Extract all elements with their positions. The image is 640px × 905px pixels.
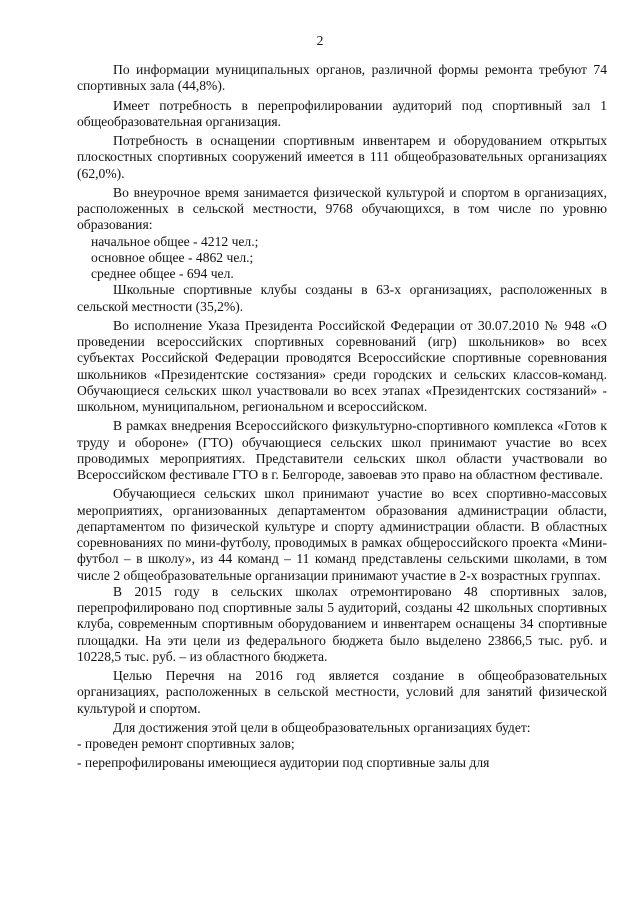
list-item-basic: основное общее - 4862 чел.; (91, 249, 254, 265)
paragraph-gto: В рамках внедрения Всероссийского физкультурно-спортивного комплекса «Готов к труду и обороне» (ГТО) обучающиеся сельских школ принимают участие во всех проводимых мероприятиях. Представители сельских школ области участвовали во Всероссийском фестивале ГТО в г. Белгороде, завоевав это право на областном фестивале. (77, 418, 607, 482)
paragraph-mass-events: Обучающиеся сельских школ принимают участие во всех спортивно-массовых мероприятиях, организованных департаментом образования администрации области, департаментом по физической культуре и спорту администрации области. В областных соревнованиях по мини-футболу, проводимых в рамках общероссийского проекта «Мини-футбол – в школу», из 44 команд – 11 команд представлены сельскими школами, в том числе 2 общеобразовательные организации принимают участие в 2-х возрастных группах. (77, 486, 607, 583)
paragraph-goal-means: Для достижения этой цели в общеобразовательных организациях будет: (113, 719, 531, 735)
paragraph-reprofiling-need: Имеет потребность в перепрофилировании аудиторий под спортивный зал 1 общеобразовательная организация. (77, 97, 607, 129)
paragraph-extracurricular: Во внеурочное время занимается физической культурой и спортом в организациях, расположенных в сельской местности, 9768 обучающихся, в том числе по уровню образования: (77, 184, 607, 233)
paragraph-school-clubs: Школьные спортивные клубы созданы в 63-х организациях, расположенных в сельской местности (35,2%). (77, 282, 607, 314)
list-item-secondary: среднее общее - 694 чел. (91, 266, 234, 281)
paragraph-2016-goal: Целью Перечня на 2016 год является создание в общеобразовательных организациях, расположенных в сельской местности, условий для занятий физической культурой и спортом. (77, 668, 607, 716)
paragraph-presidential-contests: Во исполнение Указа Президента Российской Федерации от 30.07.2010 № 948 «О проведении всероссийских спортивных соревнований (игр) школьников» во всех субъектах Российской Федерации проводятся Всероссийские спортивные соревнования школьников «Президентские состязания» среди городских и сельских классов-команд. Обучающиеся сельских школ участвовали во всех этапах «Президентских состязаний» - школьном, муниципальном, региональном и всероссийском. (77, 317, 607, 414)
list-item-reprofile: - перепрофилированы имеющиеся аудитории под спортивные залы для (77, 755, 490, 771)
list-item-repair: - проведен ремонт спортивных залов; (77, 736, 295, 751)
paragraph-repair-need: По информации муниципальных органов, различной формы ремонта требуют 74 спортивных зала (44,8%). (77, 62, 607, 94)
list-item-primary: начальное общее - 4212 чел.; (91, 233, 259, 249)
document-body (77, 62, 607, 772)
paragraph-equipment-need: Потребность в оснащении спортивным инвентарем и оборудованием открытых плоскостных спортивных сооружений имеется в 111 общеобразовательных организациях (62,0%). (77, 133, 607, 181)
paragraph-2015-results: В 2015 году в сельских школах отремонтировано 48 спортивных залов, перепрофилировано под спортивные залы 5 аудиторий, созданы 42 школьных спортивных клуба, современным спортивным оборудованием и инвентарем оснащены 34 спортивные площадки. На эти цели из федерального бюджета было выделено 23866,5 тыс. руб. и 10228,5 тыс. руб. – из областного бюджета. (77, 583, 607, 664)
page-number: 2 (316, 33, 324, 48)
